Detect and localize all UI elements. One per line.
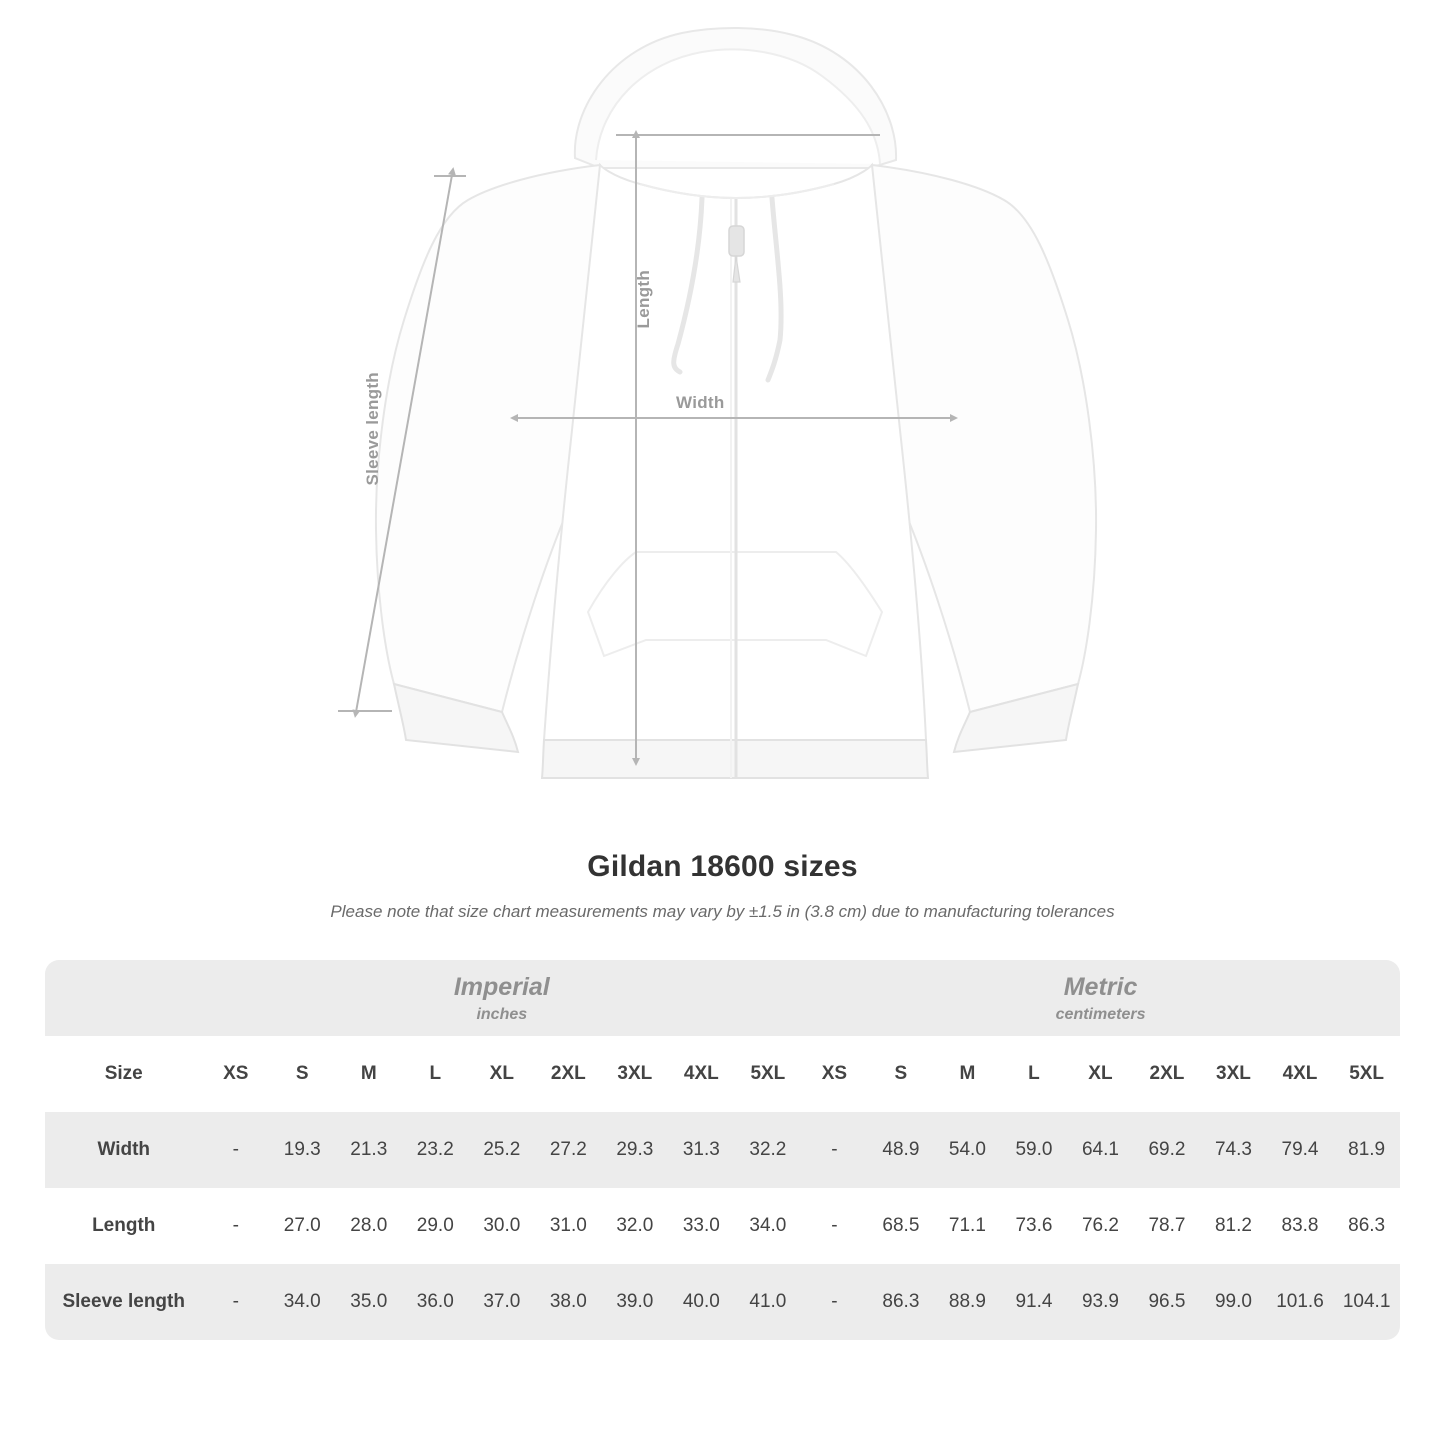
size-header-cell: Size bbox=[45, 1036, 202, 1112]
col-header: XS bbox=[801, 1036, 868, 1112]
size-chart-container bbox=[0, 922, 1445, 1340]
row-label: Width bbox=[45, 1112, 202, 1188]
cell: 76.2 bbox=[1067, 1188, 1134, 1264]
units-spacer bbox=[45, 960, 202, 1036]
cell: 25.2 bbox=[469, 1112, 536, 1188]
cell: 34.0 bbox=[735, 1188, 802, 1264]
cell: 54.0 bbox=[934, 1112, 1001, 1188]
cell: 19.3 bbox=[269, 1112, 336, 1188]
col-header: 5XL bbox=[1333, 1036, 1400, 1112]
imperial-header bbox=[202, 960, 801, 1036]
col-header: 2XL bbox=[535, 1036, 602, 1112]
cell: 64.1 bbox=[1067, 1112, 1134, 1188]
table-row bbox=[45, 1188, 1400, 1264]
cell: 73.6 bbox=[1001, 1188, 1068, 1264]
table-row bbox=[45, 1112, 1400, 1188]
cell: 31.3 bbox=[668, 1112, 735, 1188]
units-header-row bbox=[45, 960, 1400, 1036]
col-header: 2XL bbox=[1134, 1036, 1201, 1112]
col-header: 3XL bbox=[1200, 1036, 1267, 1112]
col-header: XL bbox=[1067, 1036, 1134, 1112]
cell: 68.5 bbox=[868, 1188, 935, 1264]
cell: - bbox=[801, 1188, 868, 1264]
col-header: L bbox=[402, 1036, 469, 1112]
cell: 28.0 bbox=[336, 1188, 403, 1264]
cell: 86.3 bbox=[868, 1264, 935, 1340]
row-label: Length bbox=[45, 1188, 202, 1264]
imperial-subtitle: inches bbox=[476, 1006, 528, 1023]
cell: - bbox=[202, 1188, 269, 1264]
metric-header bbox=[801, 960, 1400, 1036]
cell: 48.9 bbox=[868, 1112, 935, 1188]
cell: 41.0 bbox=[735, 1264, 802, 1340]
cell: 88.9 bbox=[934, 1264, 1001, 1340]
cell: 32.2 bbox=[735, 1112, 802, 1188]
row-label: Sleeve length bbox=[45, 1264, 202, 1340]
col-header: M bbox=[934, 1036, 1001, 1112]
cell: 59.0 bbox=[1001, 1112, 1068, 1188]
tolerance-note: Please note that size chart measurements may vary by ±1.5 in (3.8 cm) due to manufacturing tolerances bbox=[330, 902, 1115, 921]
cell: 23.2 bbox=[402, 1112, 469, 1188]
cell: 96.5 bbox=[1134, 1264, 1201, 1340]
cell: 81.9 bbox=[1333, 1112, 1400, 1188]
cell: 21.3 bbox=[336, 1112, 403, 1188]
cell: 101.6 bbox=[1267, 1264, 1334, 1340]
col-header: S bbox=[269, 1036, 336, 1112]
cell: 91.4 bbox=[1001, 1264, 1068, 1340]
cell: 74.3 bbox=[1200, 1112, 1267, 1188]
length-label: Length bbox=[634, 270, 653, 329]
col-header: 5XL bbox=[735, 1036, 802, 1112]
cell: 29.0 bbox=[402, 1188, 469, 1264]
metric-title: Metric bbox=[1063, 973, 1138, 1001]
cell: 71.1 bbox=[934, 1188, 1001, 1264]
cell: 39.0 bbox=[602, 1264, 669, 1340]
cell: - bbox=[202, 1264, 269, 1340]
cell: 81.2 bbox=[1200, 1188, 1267, 1264]
cell: 104.1 bbox=[1333, 1264, 1400, 1340]
col-header: XS bbox=[202, 1036, 269, 1112]
col-header: S bbox=[868, 1036, 935, 1112]
size-chart-table bbox=[45, 960, 1400, 1340]
cell: 86.3 bbox=[1333, 1188, 1400, 1264]
col-header: L bbox=[1001, 1036, 1068, 1112]
cell: 32.0 bbox=[602, 1188, 669, 1264]
cell: - bbox=[202, 1112, 269, 1188]
cell: 93.9 bbox=[1067, 1264, 1134, 1340]
cell: 83.8 bbox=[1267, 1188, 1334, 1264]
size-header-row bbox=[45, 1036, 1400, 1112]
cell: 78.7 bbox=[1134, 1188, 1201, 1264]
page-title: Gildan 18600 sizes bbox=[587, 850, 858, 883]
width-label: Width bbox=[676, 393, 725, 412]
col-header: 4XL bbox=[1267, 1036, 1334, 1112]
cell: 31.0 bbox=[535, 1188, 602, 1264]
cell: 38.0 bbox=[535, 1264, 602, 1340]
metric-subtitle: centimeters bbox=[1055, 1006, 1146, 1023]
cell: 35.0 bbox=[336, 1264, 403, 1340]
cell: 37.0 bbox=[469, 1264, 536, 1340]
cell: 36.0 bbox=[402, 1264, 469, 1340]
imperial-title: Imperial bbox=[453, 973, 550, 1001]
col-header: 3XL bbox=[602, 1036, 669, 1112]
col-header: 4XL bbox=[668, 1036, 735, 1112]
cell: 34.0 bbox=[269, 1264, 336, 1340]
cell: 27.0 bbox=[269, 1188, 336, 1264]
sleeve-length-label: Sleeve length bbox=[363, 372, 382, 486]
hoodie-shape bbox=[376, 28, 1096, 778]
cell: 69.2 bbox=[1134, 1112, 1201, 1188]
table-row bbox=[45, 1264, 1400, 1340]
cell: 30.0 bbox=[469, 1188, 536, 1264]
cell: 33.0 bbox=[668, 1188, 735, 1264]
cell: 27.2 bbox=[535, 1112, 602, 1188]
col-header: M bbox=[336, 1036, 403, 1112]
cell: 40.0 bbox=[668, 1264, 735, 1340]
cell: 99.0 bbox=[1200, 1264, 1267, 1340]
cell: - bbox=[801, 1112, 868, 1188]
cell: - bbox=[801, 1264, 868, 1340]
cell: 79.4 bbox=[1267, 1112, 1334, 1188]
cell: 29.3 bbox=[602, 1112, 669, 1188]
col-header: XL bbox=[469, 1036, 536, 1112]
